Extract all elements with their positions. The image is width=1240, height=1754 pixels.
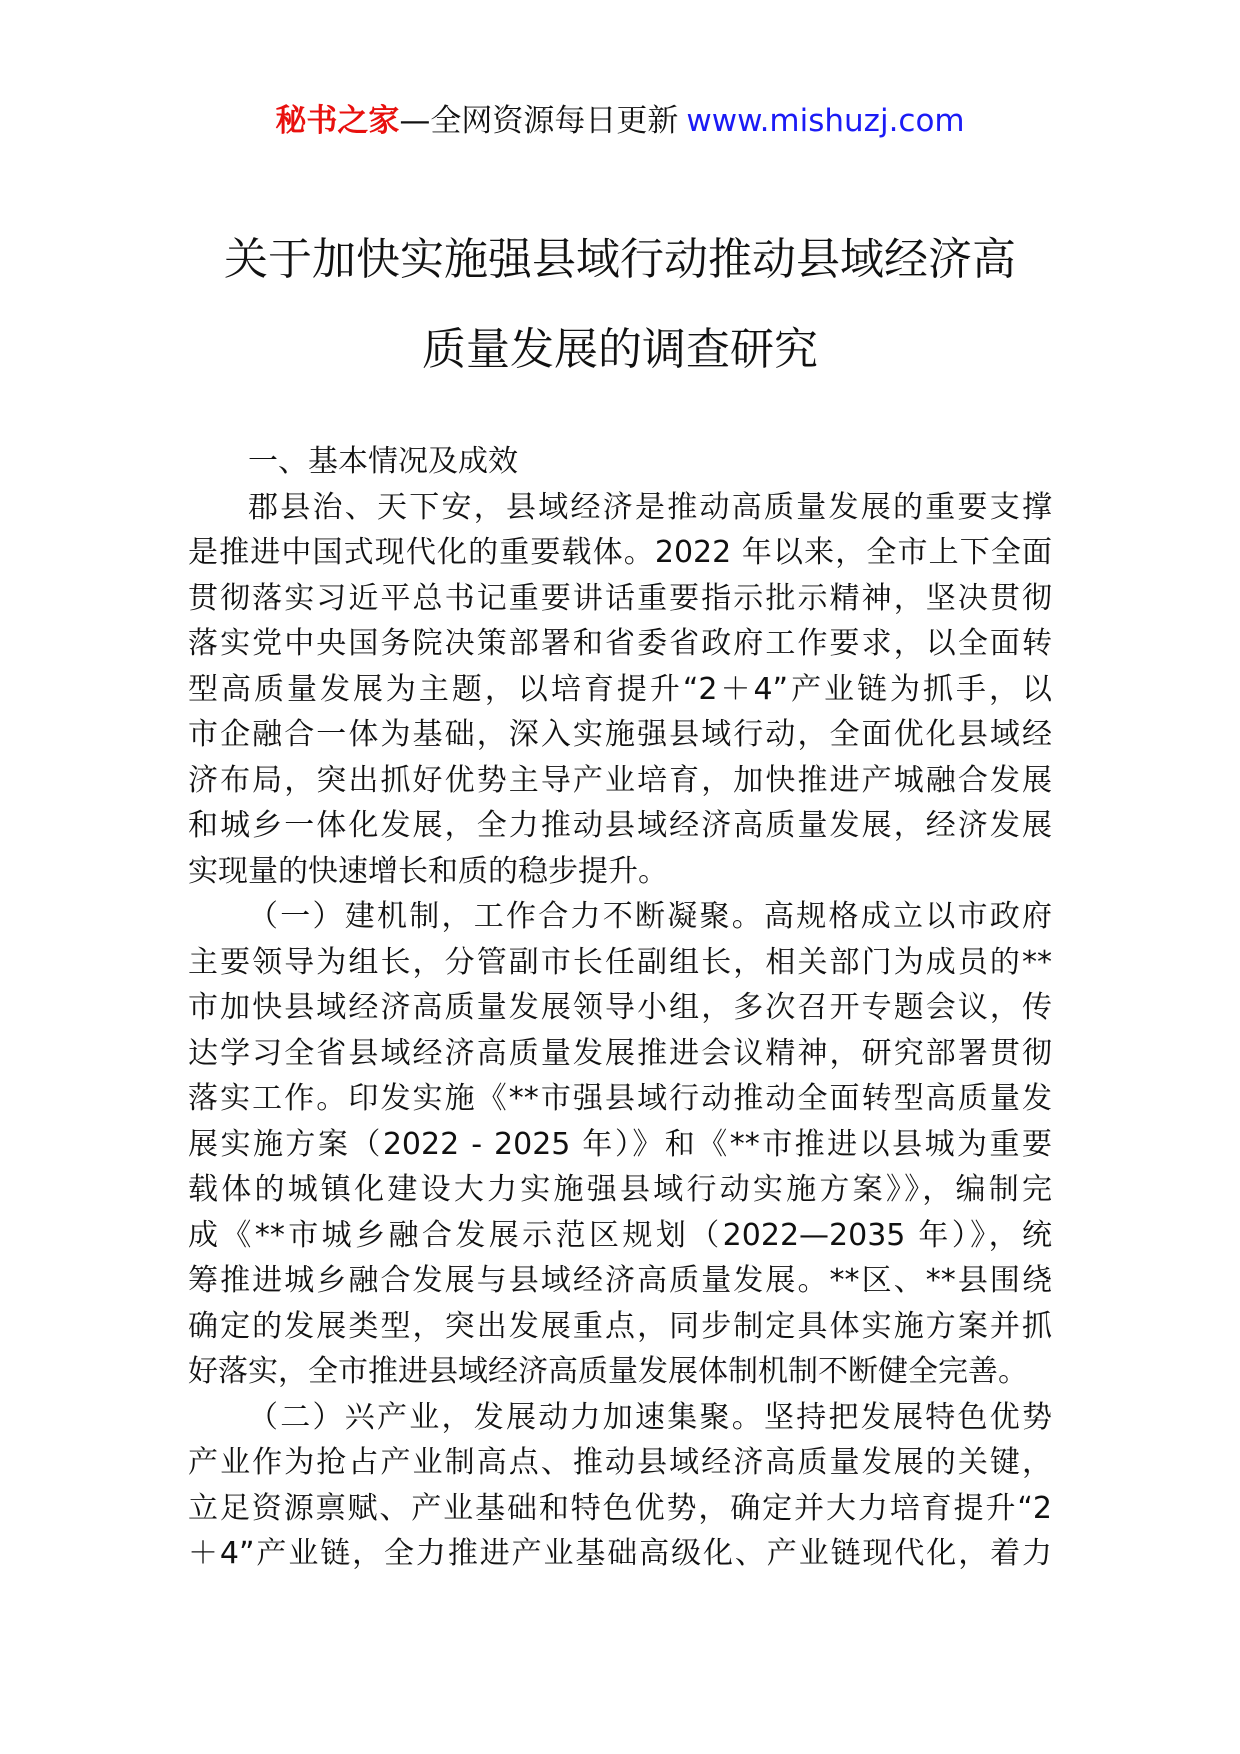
paragraph-line: 落实党中央国务院决策部署和省委省政府工作要求，以全面转: [188, 626, 1052, 661]
paragraph-line: 产业作为抢占产业制高点、推动县域经济高质量发展的关键，: [188, 1445, 1052, 1480]
title-line: 质量发展的调查研究: [422, 324, 818, 375]
site-header: [0, 100, 1240, 142]
paragraph-line: （一）建机制，工作合力不断凝聚。高规格成立以市政府: [248, 899, 1052, 934]
paragraph-line: 好落实，全市推进县域经济高质量发展体制机制不断健全完善。: [188, 1354, 1028, 1389]
paragraph-line: 落实工作。印发实施《**市强县域行动推动全面转型高质量发: [188, 1081, 1052, 1116]
section-heading: 一、基本情况及成效: [248, 444, 518, 479]
document-body: [188, 439, 1052, 1577]
paragraph-mechanism: [188, 894, 1052, 1395]
paragraph-line: 贯彻落实习近平总书记重要讲话重要指示批示精神，坚决贯彻: [188, 580, 1052, 616]
paragraph-overview: [188, 485, 1052, 895]
paragraph-line: 筹推进城乡融合发展与县域经济高质量发展。**区、**县围绕: [188, 1263, 1052, 1298]
paragraph-line: 立足资源禀赋、产业基础和特色优势，确定并大力培育提升“2: [188, 1490, 1052, 1526]
paragraph-line: 主要领导为组长，分管副市长任副组长，相关部门为成员的**: [188, 944, 1052, 980]
paragraph-line: 载体的城镇化建设大力实施强县域行动实施方案》》，编制完: [188, 1172, 1052, 1207]
paragraph-line: 市加快县域经济高质量发展领导小组，多次召开专题会议，传: [188, 990, 1052, 1025]
paragraph-line: （二）兴产业，发展动力加速集聚。坚持把发展特色优势: [248, 1399, 1052, 1435]
site-brand: 秘书之家: [275, 103, 400, 139]
paragraph-line: 是推进中国式现代化的重要载体。2022 年以来，全市上下全面: [188, 535, 1052, 570]
paragraph-line: 确定的发展类型，突出发展重点，同步制定具体实施方案并抓: [188, 1308, 1052, 1344]
paragraph-line: 济布局，突出抓好优势主导产业培育，加快推进产城融合发展: [188, 762, 1052, 798]
paragraph-line: 实现量的快速增长和质的稳步提升。: [188, 853, 668, 889]
site-tagline: —全网资源每日更新: [399, 103, 679, 139]
paragraph-line: 型高质量发展为主题，以培育提升“2＋4”产业链为抓手，以: [188, 671, 1052, 707]
paragraph-line: 达学习全省县域经济高质量发展推进会议精神，研究部署贯彻: [188, 1035, 1052, 1071]
site-url: www.mishuzj.com: [686, 103, 965, 139]
paragraph-line: 市企融合一体为基础，深入实施强县域行动，全面优化县域经: [188, 717, 1052, 752]
paragraph-line: 和城乡一体化发展，全力推动县域经济高质量发展，经济发展: [188, 808, 1052, 843]
paragraph-line: 郡县治、天下安，县域经济是推动高质量发展的重要支撑: [248, 489, 1052, 525]
title-line: 关于加快实施强县域行动推动县域经济高: [224, 234, 1016, 285]
paragraph-line: 展实施方案（2022 - 2025 年）》和《**市推进以县城为重要: [188, 1126, 1052, 1162]
paragraph-line: ＋4”产业链，全力推进产业基础高级化、产业链现代化，着力: [188, 1536, 1052, 1571]
document-title: [0, 215, 1240, 395]
paragraph-industry: [188, 1395, 1052, 1577]
paragraph-line: 成《**市城乡融合发展示范区规划（2022—2035 年）》，统: [188, 1217, 1052, 1253]
